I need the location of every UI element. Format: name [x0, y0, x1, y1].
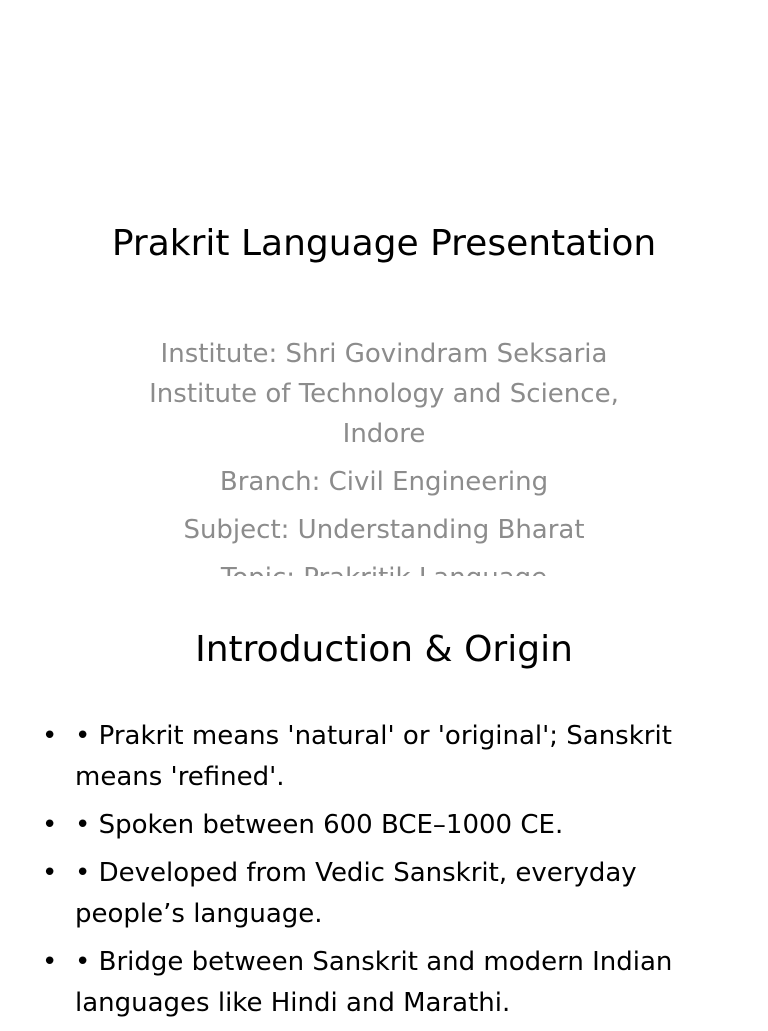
bullet-icon: •: [42, 810, 58, 840]
slide-introduction: [0, 576, 768, 1024]
subtitle-institute: Institute: Shri Govindram Seksaria Institute of Technology and Science, Indore: [149, 339, 619, 449]
presentation-title: Prakrit Language Presentation: [111, 223, 657, 264]
subtitle-branch: Branch: Civil Engineering: [219, 467, 549, 497]
bullet-icon: •: [42, 947, 58, 977]
bullet-icon: •: [42, 721, 58, 751]
list-item: [40, 942, 730, 1024]
subtitle-subject: Subject: Understanding Bharat: [183, 515, 585, 545]
bullet-text: • Spoken between 600 BCE–1000 CE.: [75, 810, 564, 840]
slide-heading: Introduction & Origin: [195, 629, 573, 670]
bullet-text: • Bridge between Sanskrit and modern Indian languages like Hindi and Marathi.: [75, 947, 673, 1018]
subtitle-block: [120, 334, 648, 606]
bullet-text: • Prakrit means 'natural' or 'original'; Sanskrit means 'refined'.: [75, 721, 672, 792]
list-item: [40, 716, 730, 798]
bullet-text: • Developed from Vedic Sanskrit, everyday people’s language.: [75, 858, 637, 929]
bullet-list: [40, 716, 730, 1031]
bullet-icon: •: [42, 858, 58, 888]
list-item: [40, 853, 730, 935]
list-item: [40, 805, 730, 846]
